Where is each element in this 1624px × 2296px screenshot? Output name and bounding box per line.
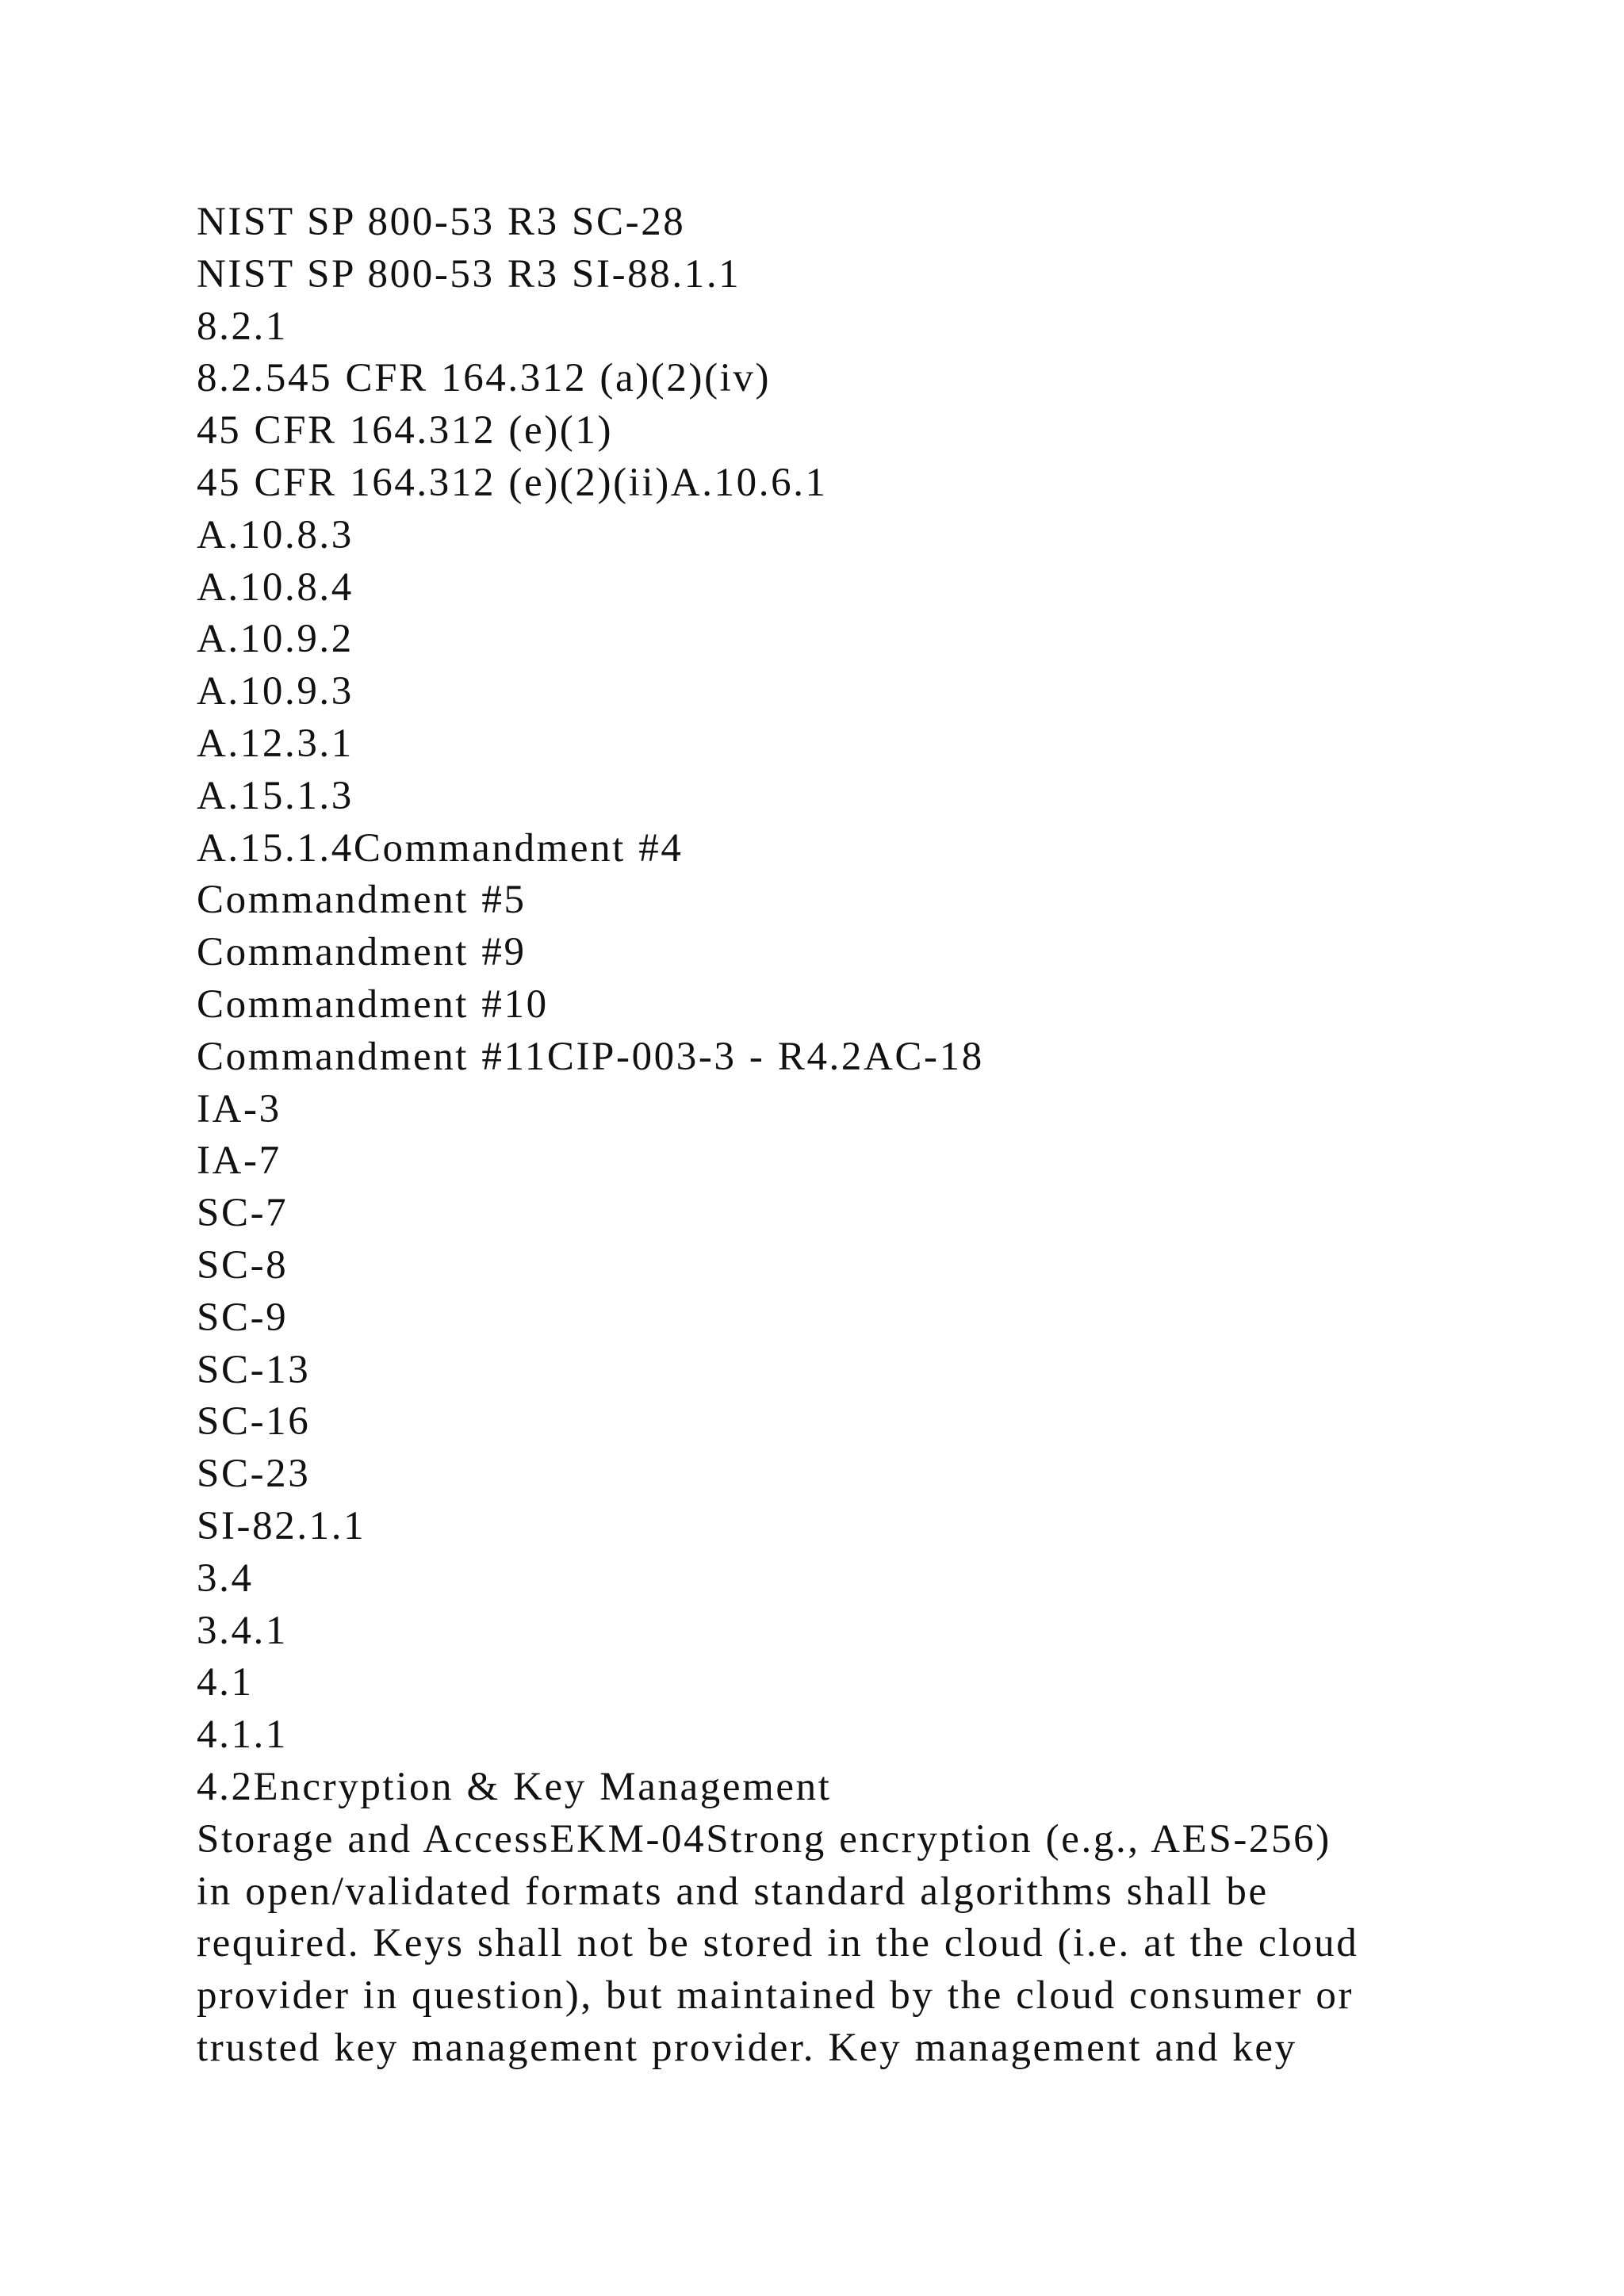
text-line: SC-9: [197, 1295, 289, 1340]
text-line: NIST SP 800-53 R3 SI-88.1.1: [197, 251, 741, 297]
text-line: provider in question), but maintained by the cloud consumer or: [197, 1973, 1354, 2019]
text-line: 8.2.545 CFR 164.312 (a)(2)(iv): [197, 356, 772, 401]
text-line: 45 CFR 164.312 (e)(1): [197, 408, 614, 453]
text-line: A.15.1.4Commandment #4: [197, 825, 684, 871]
document-body: [197, 197, 1434, 2075]
text-line: A.12.3.1: [197, 721, 354, 766]
text-line: Storage and AccessEKM-04Strong encryption (e.g., AES-256): [197, 1816, 1331, 1862]
text-line: NIST SP 800-53 R3 SC-28: [197, 200, 686, 244]
text-line: SC-16: [197, 1399, 311, 1445]
text-line: SC-7: [197, 1191, 289, 1236]
text-line: 4.1: [197, 1660, 254, 1705]
text-line: A.10.9.2: [197, 617, 354, 662]
text-line: A.10.9.3: [197, 669, 354, 714]
text-line: SC-13: [197, 1347, 311, 1392]
text-line: IA-3: [197, 1086, 282, 1131]
text-line: trusted key management provider. Key management and key: [197, 2025, 1297, 2070]
text-line: Commandment #11CIP-003-3 - R4.2AC-18: [197, 1034, 984, 1079]
text-line: Commandment #9: [197, 930, 527, 975]
text-line: 45 CFR 164.312 (e)(2)(ii)A.10.6.1: [197, 460, 828, 505]
text-line: A.15.1.3: [197, 773, 354, 818]
text-line: SI-82.1.1: [197, 1503, 366, 1548]
text-line: SC-23: [197, 1452, 311, 1497]
text-line: 3.4: [197, 1556, 254, 1601]
text-line: A.10.8.3: [197, 512, 354, 557]
text-line: 8.2.1: [197, 304, 288, 349]
text-line: Commandment #10: [197, 982, 549, 1027]
text-line: 4.2Encryption & Key Management: [197, 1764, 832, 1809]
text-line: IA-7: [197, 1138, 282, 1184]
text-line: required. Keys shall not be stored in the cloud (i.e. at the cloud: [197, 1921, 1359, 1966]
text-line: 4.1.1: [197, 1712, 288, 1758]
text-line: Commandment #5: [197, 878, 527, 923]
text-line: in open/validated formats and standard algorithms shall be: [197, 1869, 1269, 1914]
text-line: 3.4.1: [197, 1608, 288, 1653]
text-line: SC-8: [197, 1242, 289, 1288]
text-line: A.10.8.4: [197, 564, 354, 610]
